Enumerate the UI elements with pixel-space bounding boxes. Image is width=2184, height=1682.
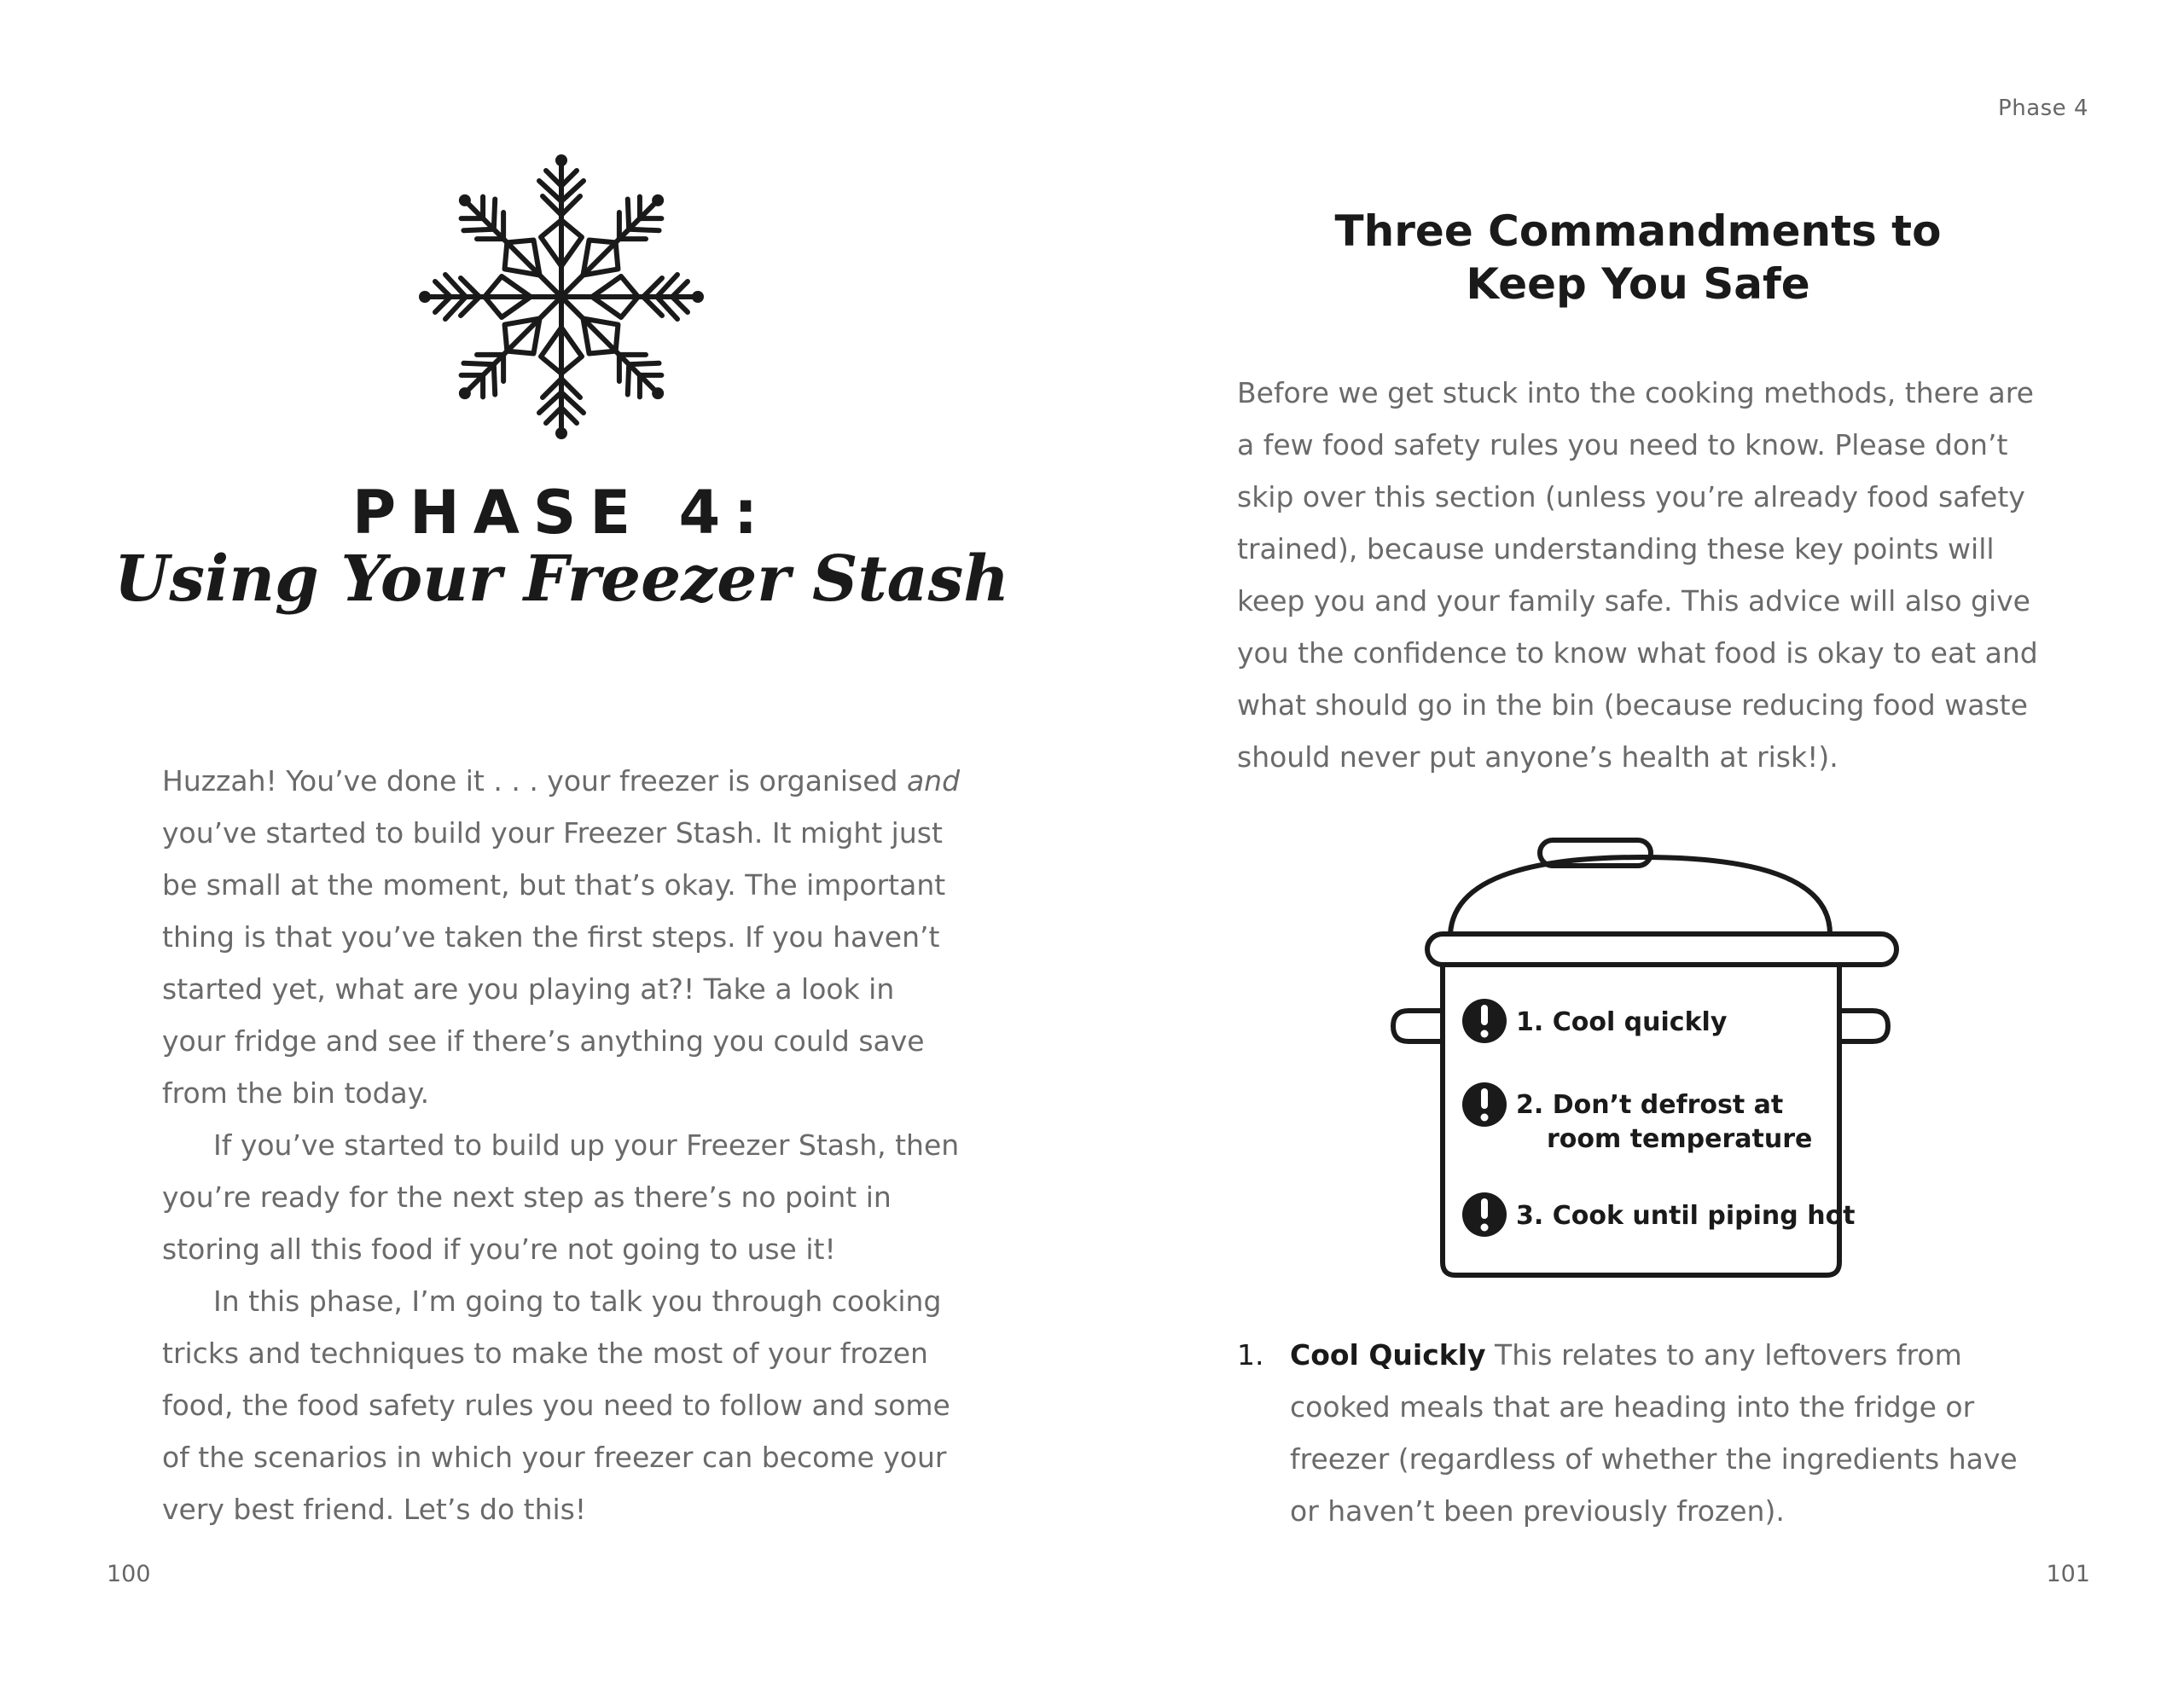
running-head: Phase 4 — [1998, 96, 2088, 121]
paragraph: Huzzah! You’ve done it . . . your freezer is organised and you’ve started to build your Freezer Stash. It might just be small at the moment, but that’s okay. The important thing is that you’ve taken the first steps. If you haven’t started yet, what are you playing at?! Take a look in your fridge and see if there’s anything you could save from the bin today. — [162, 764, 961, 1110]
paragraph: In this phase, I’m going to talk you through cooking tricks and techniques to make the most of your frozen food, the food safety rules you need to follow and some of the scenarios in which your freezer can become your very best friend. Let’s do this! — [162, 1285, 950, 1526]
pot-illustration — [1386, 832, 1902, 1279]
rule-text: 2. Don’t defrost at — [1516, 1090, 1784, 1120]
snowflake-icon — [416, 152, 706, 442]
intro-text — [162, 755, 964, 1535]
list-item — [1237, 1329, 2048, 1537]
rule-2 — [1462, 1082, 1812, 1154]
rule-text: 3. Cook until piping hot — [1516, 1201, 1856, 1231]
phase-subtitle: Using Your Freezer Stash — [113, 542, 1010, 616]
rule-3 — [1462, 1192, 1856, 1237]
right-page — [1092, 0, 2184, 1682]
paragraph: If you’ve started to build up your Freezer Stash, then you’re ready for the next step as there’s no point in storing all this food if you’re not going to use it! — [162, 1128, 960, 1266]
rule-text: 1. Cool quickly — [1516, 1007, 1728, 1037]
list-item-title: Cool Quickly — [1290, 1338, 1486, 1372]
page-number: 100 — [107, 1561, 151, 1587]
rule-text: room temperature — [1547, 1124, 1813, 1154]
intro-paragraph: Before we get stuck into the cooking methods, there are a few food safety rules you need to know. Please don’t skip over this section (unless you’re already food safety trained), because understanding these key points will keep you and your family safe. This advice will also give you the confidence to know what food is okay to eat and what should go in the bin (because reducing food waste should never put anyone’s health at risk!). — [1237, 376, 2038, 774]
list-item-text: This relates to any leftovers from cooked meals that are heading into the fridge or freezer (regardless of whether the ingredients have or haven’t been previously frozen). — [1290, 1338, 2018, 1528]
list-number: 1. — [1237, 1338, 1264, 1372]
phase-label: PHASE 4: — [351, 478, 772, 548]
rule-1 — [1462, 999, 1728, 1043]
page-number: 101 — [2046, 1561, 2090, 1587]
section-heading: Three Commandments to Keep You Safe — [1334, 206, 1942, 309]
